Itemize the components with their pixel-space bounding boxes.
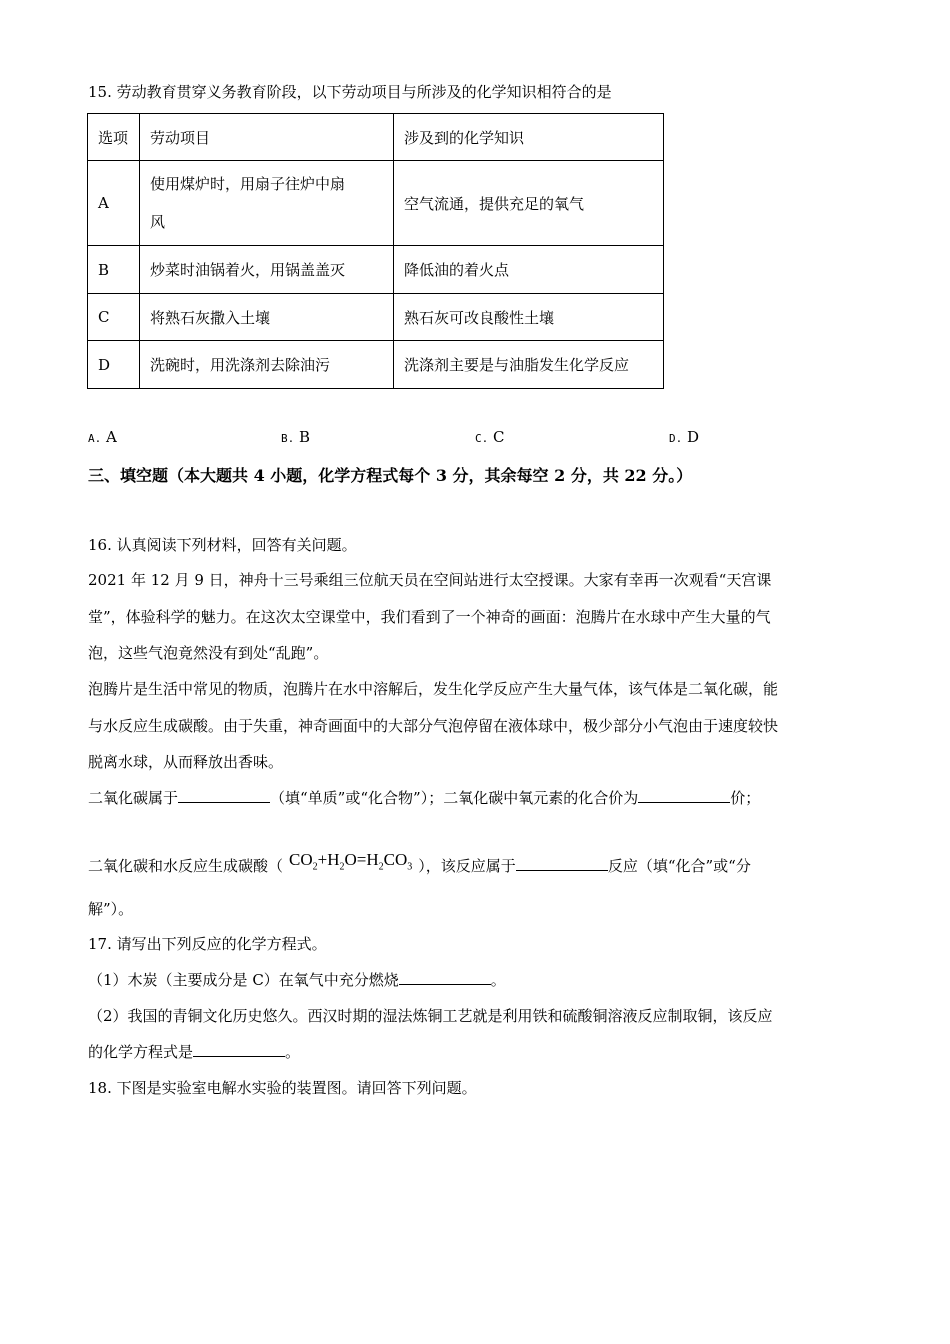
choice-d-label: D.: [669, 432, 683, 445]
q16-stem: 16. 认真阅读下列材料，回答有关问题。: [88, 536, 357, 554]
choice-b[interactable]: [281, 428, 310, 446]
header-labor: 劳动项目: [140, 114, 394, 161]
section-heading: 三、填空题（本大题共 4 小题，化学方程式每个 3 分，其余每空 2 分，共 22 分。）: [88, 466, 693, 485]
eq-o: O=H: [344, 850, 379, 869]
q16-b-continued: 解”）。: [88, 900, 134, 918]
row-labor: 将熟石灰撒入土壤: [140, 294, 394, 341]
equation-co2-h2o-h2co3: [289, 850, 412, 877]
q17-sub2-line1: （2）我国的青铜文化历史悠久。西汉时期的湿法炼铜工艺就是利用铁和硫酸铜溶液反应制取铜，该反应: [88, 1007, 773, 1025]
choice-c-text: C: [493, 428, 505, 446]
row-knowledge: 空气流通，提供充足的氧气: [394, 161, 664, 246]
table-row: [88, 246, 664, 294]
row-labor: 炒菜时油锅着火，用锅盖盖灭: [140, 246, 394, 294]
q16-b-text2: ），该反应属于: [418, 857, 516, 875]
q17-sub2-text: 的化学方程式是: [88, 1043, 194, 1061]
table-row: [88, 341, 664, 389]
row-knowledge: 洗涤剂主要是与油脂发生化学反应: [394, 341, 664, 389]
q16-a-text3: 价；: [730, 789, 761, 807]
choice-a-label: A.: [88, 432, 102, 445]
eq-co3: CO: [383, 850, 408, 869]
row-option: B: [88, 246, 140, 294]
choice-c[interactable]: [475, 428, 505, 446]
row-option: C: [88, 294, 140, 341]
eq-co: CO: [289, 850, 313, 869]
q17-sub2-end: 。: [285, 1043, 301, 1061]
choice-a[interactable]: [88, 428, 117, 446]
q16-a-text2: （填“单质”或“化合物”）；二氧化碳中氧元素的化合价为: [270, 789, 639, 807]
answer-blank[interactable]: [516, 856, 608, 871]
q17-sub2-line2: [88, 1042, 300, 1062]
row-knowledge: 降低油的着火点: [394, 246, 664, 294]
row-option: D: [88, 341, 140, 389]
row-labor: [140, 161, 394, 246]
q16-b-text1: 二氧化碳和水反应生成碳酸（: [88, 857, 284, 875]
q16-p1-line3: 泡，这些气泡竟然没有到处“乱跑”。: [88, 644, 329, 662]
q16-a-text1: 二氧化碳属于: [88, 789, 179, 807]
q16-p2-line2: 与水反应生成碳酸。由于失重，神奇画面中的大部分气泡停留在液体球中，极少部分小气泡由于速度较快: [88, 717, 779, 735]
q15-options-table: [87, 113, 664, 389]
row-knowledge: 熟石灰可改良酸性土壤: [394, 294, 664, 341]
q16-p1-line2: 堂”，体验科学的魅力。在这次太空课堂中，我们看到了一个神奇的画面：泡腾片在水球中产生大量的气: [88, 608, 771, 626]
answer-blank[interactable]: [178, 788, 270, 803]
header-knowledge: 涉及到的化学知识: [394, 114, 664, 161]
row-labor: 洗碗时，用洗涤剂去除油污: [140, 341, 394, 389]
answer-blank[interactable]: [193, 1042, 285, 1057]
q15-stem: 15. 劳动教育贯穿义务教育阶段，以下劳动项目与所涉及的化学知识相符合的是: [88, 83, 612, 101]
choice-a-text: A: [106, 428, 117, 446]
q16-question-b: [88, 850, 751, 877]
eq-sub: 2: [312, 861, 318, 873]
choice-d[interactable]: [669, 428, 699, 446]
q16-p2-line3: 脱离水球，从而释放出香味。: [88, 753, 284, 771]
q17-sub1-end: 。: [490, 971, 506, 989]
choice-c-label: C.: [475, 432, 489, 445]
answer-blank[interactable]: [638, 788, 730, 803]
row-labor-line1: 使用煤炉时，用扇子往炉中扇: [150, 175, 346, 193]
table-row: [88, 161, 664, 246]
q17-sub1-text: （1）木炭（主要成分是 C）在氧气中充分燃烧: [88, 971, 399, 989]
choice-d-text: D: [687, 428, 700, 446]
eq-sub: 2: [339, 861, 345, 873]
q16-question-a: [88, 788, 760, 808]
row-labor-line2: 风: [150, 213, 166, 231]
q16-p2-line1: 泡腾片是生活中常见的物质，泡腾片在水中溶解后，发生化学反应产生大量气体，该气体是二氧化碳，能: [88, 680, 779, 698]
q18-stem: 18. 下图是实验室电解水实验的装置图。请回答下列问题。: [88, 1079, 477, 1097]
choice-b-text: B: [299, 428, 311, 446]
q16-p1-line1: 2021 年 12 月 9 日，神舟十三号乘组三位航天员在空间站进行太空授课。大家有幸再一次观看“天宫课: [88, 571, 772, 589]
row-option: A: [88, 161, 140, 246]
eq-sub: 3: [407, 861, 413, 873]
table-row: [88, 294, 664, 341]
header-option: 选项: [88, 114, 140, 161]
q17-sub1: [88, 970, 506, 990]
eq-h: +H: [317, 850, 340, 869]
answer-blank[interactable]: [399, 970, 491, 985]
q17-stem: 17. 请写出下列反应的化学方程式。: [88, 935, 327, 953]
choice-b-label: B.: [281, 432, 295, 445]
table-header-row: [88, 114, 664, 161]
eq-sub: 2: [378, 861, 384, 873]
q16-b-text3: 反应（填“化合”或“分: [607, 857, 751, 875]
